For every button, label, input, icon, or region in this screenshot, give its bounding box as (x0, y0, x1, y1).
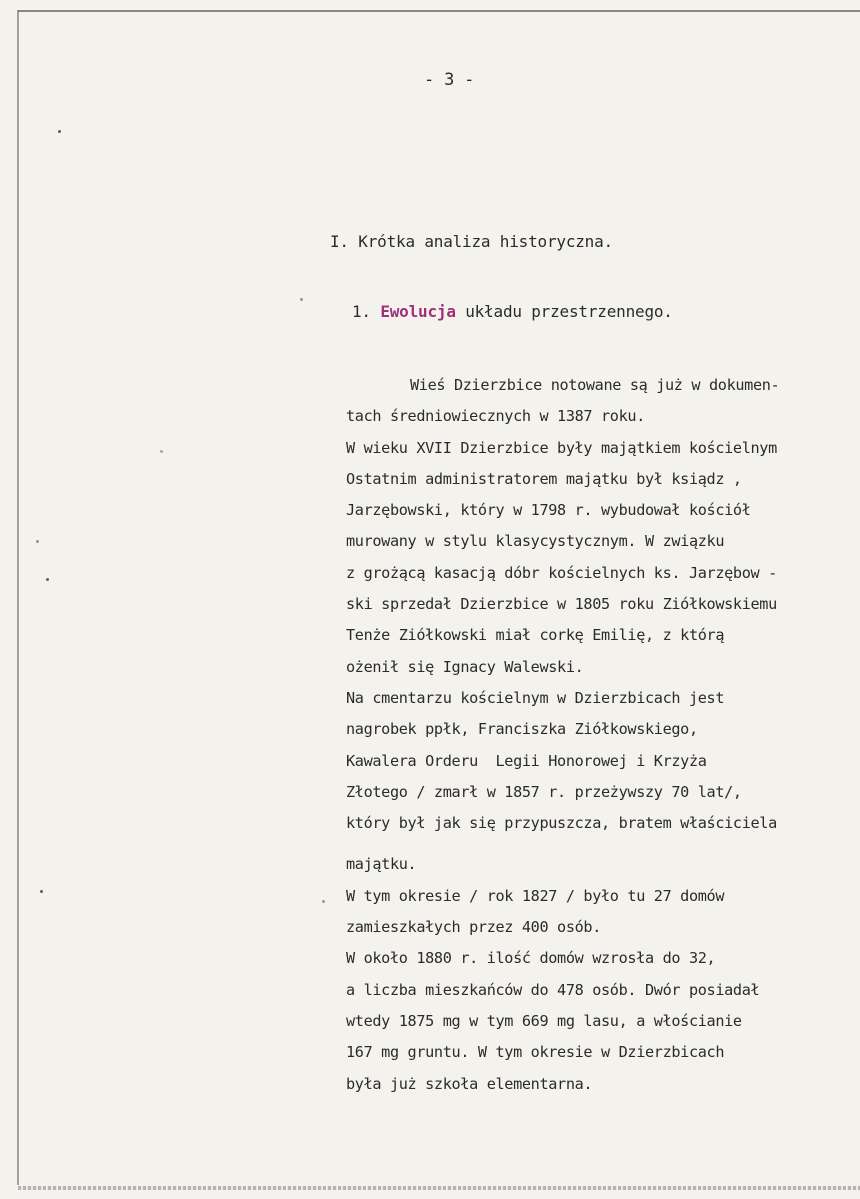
body-line: W wieku XVII Dzierzbice były majątkiem kościelnym (346, 438, 777, 457)
body-line: Kawalera Orderu Legii Honorowej i Krzyża (346, 751, 707, 770)
body-line: Tenże Ziółkowski miał corkę Emilię, z którą (346, 626, 725, 645)
body-text (346, 370, 856, 1100)
body-line: nagrobek ppłk, Franciszka Ziółkowskiego, (346, 720, 698, 739)
body-line: majątku. (346, 855, 417, 874)
body-line: Ostatnim administratorem majątku był ksiądz , (346, 469, 742, 488)
body-line: z grożącą kasacją dóbr kościelnych ks. Jarzębow - (346, 563, 777, 582)
body-line: a liczba mieszkańców do 478 osób. Dwór posiadał (346, 980, 760, 999)
scan-speck (58, 130, 61, 133)
section-title: I. Krótka analiza historyczna. (330, 232, 613, 251)
body-line: W tym okresie / rok 1827 / było tu 27 domów (346, 886, 725, 905)
body-line: zamieszkałych przez 400 osób. (346, 918, 602, 937)
stamped-word: Ewolucja (380, 302, 456, 321)
scan-speck (160, 450, 163, 453)
body-line: była już szkoła elementarna. (346, 1074, 593, 1093)
page-edge-top (18, 10, 860, 12)
body-line: Złotego / zmarł w 1857 r. przeżywszy 70 lat/, (346, 782, 742, 801)
scan-speck (322, 900, 325, 903)
body-line: który był jak się przypuszcza, bratem właściciela (346, 814, 777, 833)
page-edge-bottom (18, 1186, 860, 1190)
body-line: wtedy 1875 mg w tym 669 mg lasu, a włościanie (346, 1011, 742, 1030)
body-line: murowany w stylu klasycystycznym. W związku (346, 532, 725, 551)
body-line: 167 mg gruntu. W tym okresie w Dzierzbicach (346, 1043, 725, 1062)
page-edge-left (17, 10, 19, 1185)
body-line: Wieś Dzierzbice notowane są już w dokumen- (410, 376, 780, 394)
scan-speck (36, 540, 39, 543)
body-line: tach średniowiecznych w 1387 roku. (346, 407, 645, 426)
scan-speck (300, 298, 303, 301)
body-line: Na cmentarzu kościelnym w Dzierzbicach jest (346, 688, 725, 707)
body-line: ożenił się Ignacy Walewski. (346, 657, 584, 676)
subsection-number: 1. (352, 302, 371, 321)
page-number: - 3 - (424, 70, 475, 90)
scan-speck (46, 578, 49, 581)
body-line: ski sprzedał Dzierzbice w 1805 roku Ziółkowskiemu (346, 595, 777, 614)
subsection-rest: układu przestrzennego. (465, 302, 673, 321)
body-line: Jarzębowski, który w 1798 r. wybudował kościół (346, 501, 751, 520)
body-line: W około 1880 r. ilość domów wzrosła do 32, (346, 949, 716, 968)
subsection-title (352, 302, 673, 321)
scan-speck (40, 890, 43, 893)
